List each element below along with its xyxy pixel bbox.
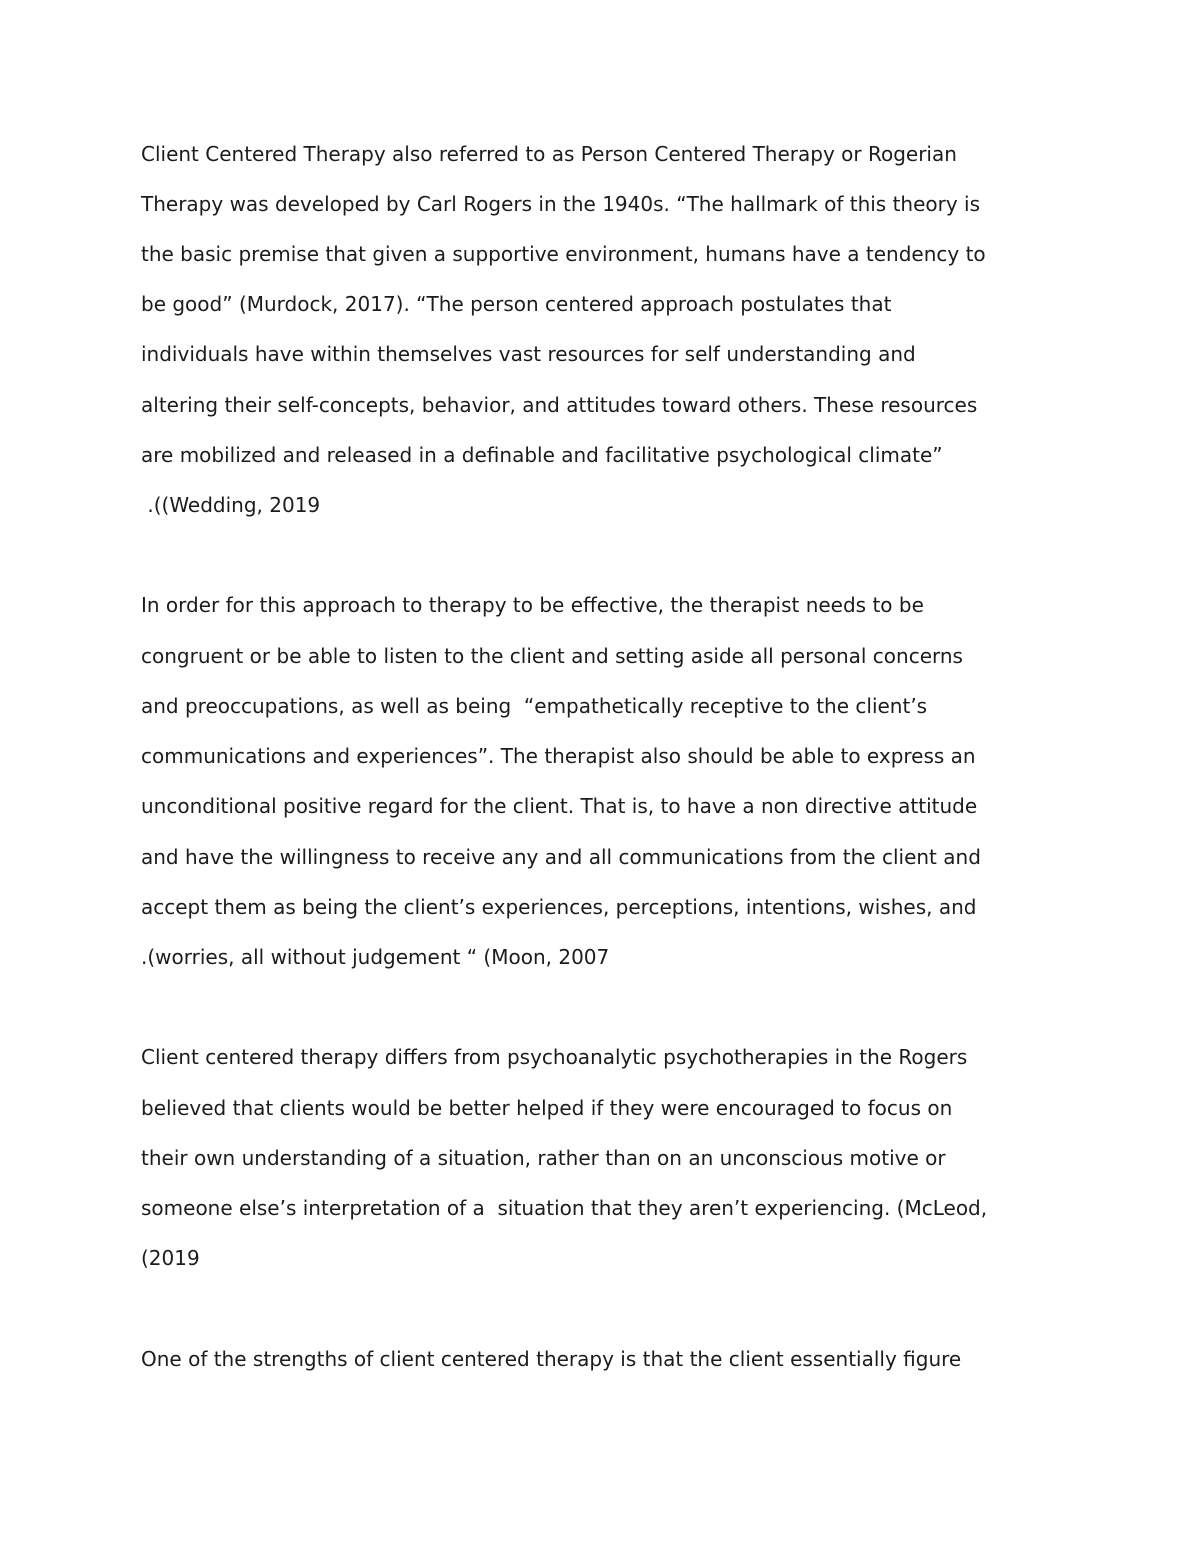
text-line: communications and experiences”. The therapist also should be able to express an: [141, 744, 976, 768]
text-line: In order for this approach to therapy to be effective, the therapist needs to be: [141, 593, 924, 617]
text-line: One of the strengths of client centered therapy is that the client essentially figure: [141, 1347, 962, 1371]
text-line: Therapy was developed by Carl Rogers in the 1940s. “The hallmark of this theory is: [141, 192, 981, 216]
text-line: someone else’s interpretation of a situation that they aren’t experiencing. (McLeod,: [141, 1196, 988, 1220]
text-line: are mobilized and released in a definable and facilitative psychological climate”: [141, 443, 943, 467]
text-line: unconditional positive regard for the client. That is, to have a non directive attitude: [141, 794, 978, 818]
text-line: congruent or be able to listen to the client and setting aside all personal concerns: [141, 644, 963, 668]
text-line: .(worries, all without judgement “ (Moon, 2007: [141, 945, 610, 969]
text-line: individuals have within themselves vast resources for self understanding and: [141, 342, 916, 366]
text-line: and have the willingness to receive any and all communications from the client and: [141, 845, 981, 869]
text-line: and preoccupations, as well as being “empathetically receptive to the client’s: [141, 694, 928, 718]
text-line: altering their self-concepts, behavior, and attitudes toward others. These resources: [141, 393, 978, 417]
text-line: accept them as being the client’s experiences, perceptions, intentions, wishes, and: [141, 895, 977, 919]
text-line: be good” (Murdock, 2017). “The person centered approach postulates that: [141, 292, 892, 316]
text-line: Client Centered Therapy also referred to as Person Centered Therapy or Rogerian: [141, 142, 957, 166]
text-line: their own understanding of a situation, rather than on an unconscious motive or: [141, 1146, 946, 1170]
text-line: Client centered therapy differs from psychoanalytic psychotherapies in the Rogers: [141, 1045, 968, 1069]
text-line: (2019: [141, 1246, 200, 1270]
text-line: the basic premise that given a supportive environment, humans have a tendency to: [141, 242, 986, 266]
text-line: .((Wedding, 2019: [141, 493, 321, 517]
text-line: believed that clients would be better helped if they were encouraged to focus on: [141, 1096, 953, 1120]
